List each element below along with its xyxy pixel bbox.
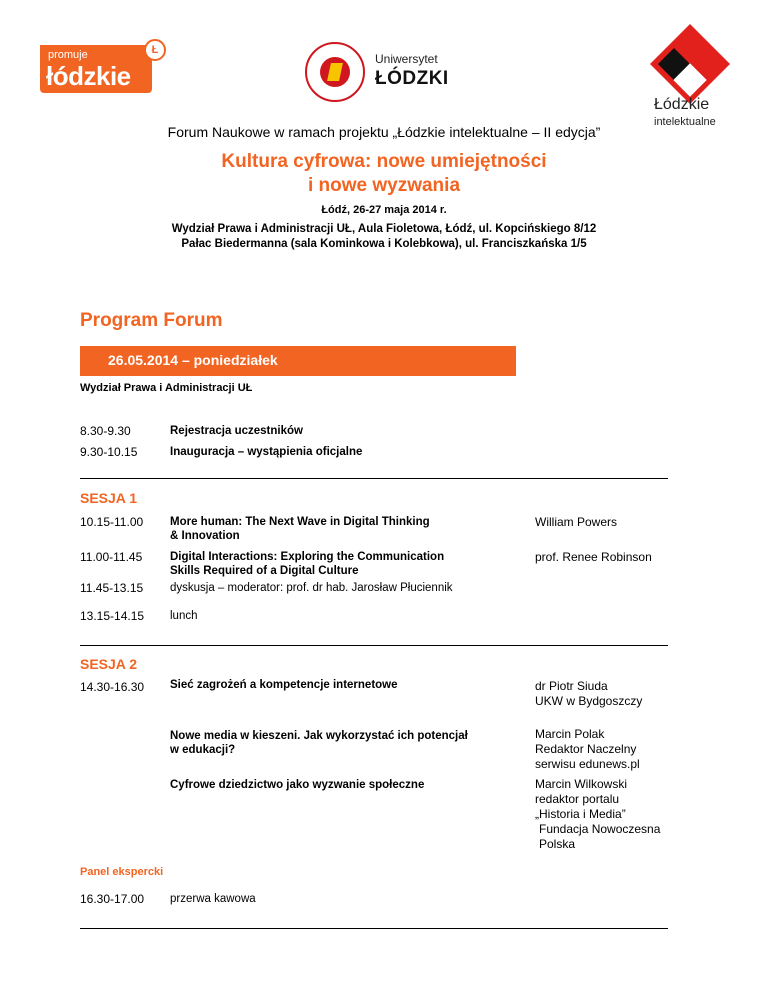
s1-time-3: 11.45-13.15	[80, 581, 144, 595]
ul-logo-line1: Uniwersytet	[375, 52, 438, 66]
event-title-line2: i nowe wyzwania	[307, 175, 461, 196]
s2-speaker-2-line1: Marcin Polak	[535, 727, 605, 741]
s1-item-2-line1: Digital Interactions: Exploring the Communication	[170, 551, 445, 563]
s2-speaker-1	[535, 679, 735, 709]
logo-promuje-big: łódzkie	[46, 61, 131, 91]
break-time: 16.30-17.00	[80, 892, 145, 906]
s1-item-2-line2: Skills Required of a Digital Culture	[170, 565, 359, 577]
promuje-lodzkie-logo	[40, 44, 159, 93]
s2-speaker-3-line1: Marcin Wilkowski	[535, 777, 628, 791]
panel-label: Panel ekspercki	[80, 866, 164, 878]
s1-item-4: lunch	[170, 610, 198, 622]
program-title: Program Forum	[80, 310, 223, 331]
s2-speaker-3-line5: Polska	[539, 837, 576, 851]
day-venue: Wydział Prawa i Administracji UŁ	[80, 382, 253, 394]
s1-speaker-2: prof. Renee Robinson	[535, 550, 652, 564]
s2-speaker-2	[535, 727, 735, 772]
s1-time-2: 11.00-11.45	[80, 550, 143, 564]
s1-time-4: 13.15-14.15	[80, 609, 145, 623]
session2-label: SESJA 2	[80, 656, 138, 672]
s2-speaker-3-line4: Fundacja Nowoczesna	[539, 822, 661, 836]
ul-seal-icon	[305, 42, 365, 102]
break-item: przerwa kawowa	[170, 893, 256, 905]
s1-item-1-line1: More human: The Next Wave in Digital Thinking	[170, 516, 430, 528]
opening-item-2: Inauguracja – wystąpienia oficjalne	[170, 446, 363, 458]
venue-line2: Pałac Biedermanna (sala Kominkowa i Kolebkowa), ul. Franciszkańska 1/5	[181, 238, 587, 250]
event-title-line1: Kultura cyfrowa: nowe umiejętności	[221, 151, 547, 172]
s1-item-1-line2: & Innovation	[170, 530, 240, 542]
li-logo-line2: intelektualne	[654, 116, 716, 128]
s2-speaker-3-line3: „Historia i Media”	[535, 807, 626, 821]
s2-item-2-line1: Nowe media w kieszeni. Jak wykorzystać ich potencjał	[170, 730, 468, 742]
s2-item-2-line2: w edukacji?	[170, 744, 236, 756]
event-title	[0, 150, 768, 198]
logo-promuje-badge: Ł	[144, 39, 166, 61]
session1-label: SESJA 1	[80, 490, 138, 506]
s2-speaker-3-line2: redaktor portalu	[535, 792, 620, 806]
event-date: Łódź, 26-27 maja 2014 r.	[321, 204, 447, 216]
s1-item-2	[170, 550, 500, 578]
event-venue	[0, 222, 768, 252]
s2-item-2	[170, 729, 500, 757]
s2-item-1: Sieć zagrożeń a kompetencje internetowe	[170, 679, 398, 691]
s2-speaker-1-line1: dr Piotr Siuda	[535, 679, 608, 693]
s1-item-3: dyskusja – moderator: prof. dr hab. Jarosław Płuciennik	[170, 582, 453, 594]
s2-speaker-1-line2: UKW w Bydgoszczy	[535, 694, 643, 708]
s2-item-3: Cyfrowe dziedzictwo jako wyzwanie społeczne	[170, 779, 425, 791]
s2-speaker-2-line3: serwisu edunews.pl	[535, 757, 640, 771]
s2-speaker-2-line2: Redaktor Naczelny	[535, 742, 637, 756]
s1-speaker-1: William Powers	[535, 515, 618, 529]
opening-time-2: 9.30-10.15	[80, 445, 138, 459]
s2-speaker-3	[535, 777, 735, 852]
s1-time-1: 10.15-11.00	[80, 515, 144, 529]
forum-line: Forum Naukowe w ramach projektu „Łódzkie intelektualne – II edycja”	[167, 124, 601, 140]
day-banner	[80, 346, 516, 376]
opening-item-1: Rejestracja uczestników	[170, 425, 303, 437]
ul-logo-line2: ŁÓDZKI	[375, 68, 449, 89]
divider	[80, 478, 668, 479]
divider	[80, 645, 668, 646]
s2-time: 14.30-16.30	[80, 680, 145, 694]
venue-line1: Wydział Prawa i Administracji UŁ, Aula Fioletowa, Łódź, ul. Kopcińskiego 8/12	[171, 223, 597, 235]
logo-promuje-small: promuje	[48, 49, 88, 61]
uniwersytet-lodzki-logo	[305, 42, 455, 104]
lodzkie-intelektualne-logo	[640, 22, 740, 132]
opening-time-1: 8.30-9.30	[80, 424, 131, 438]
diamond-logo-icon	[650, 24, 730, 104]
divider	[80, 928, 668, 929]
s1-item-1	[170, 515, 500, 543]
day-label: 26.05.2014 – poniedziałek	[108, 352, 278, 368]
li-logo-line1: Łódzkie	[654, 96, 710, 113]
